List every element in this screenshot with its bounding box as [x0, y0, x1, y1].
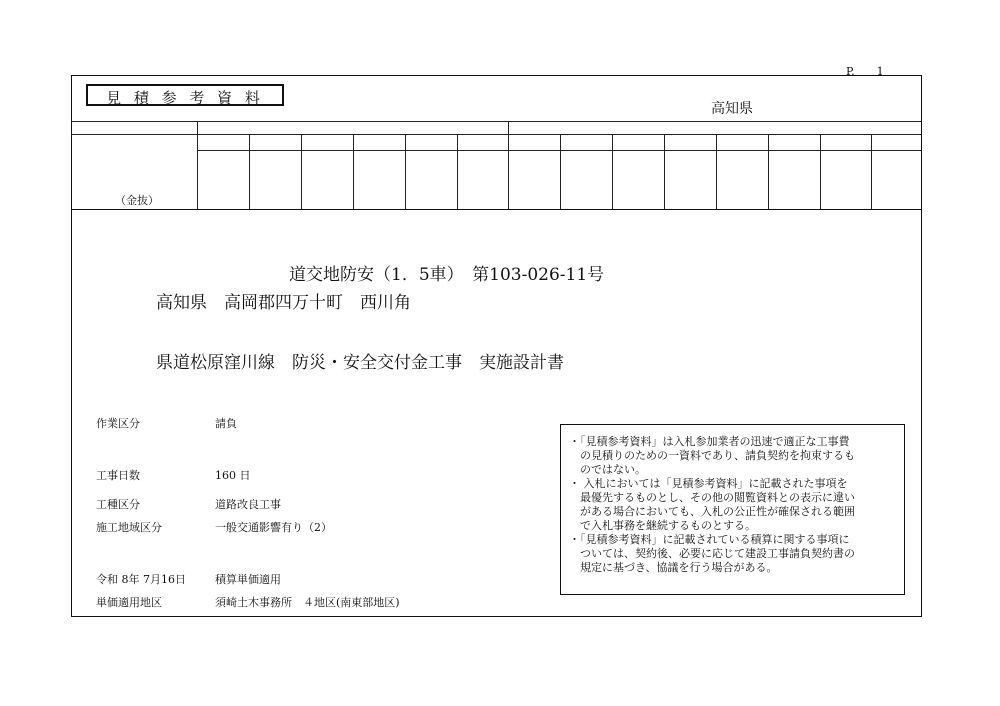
page-number: P. 1 [846, 65, 884, 78]
document-title: 見 積 参 考 資 料 [106, 89, 264, 107]
detail-value: 積算単価適用 [215, 573, 281, 586]
detail-value: 道路改良工事 [215, 498, 281, 511]
project-location: 高知県 高岡郡四万十町 西川角 [156, 293, 411, 313]
detail-label: 単価適用地区 [96, 596, 162, 609]
detail-label: 施工地域区分 [96, 521, 162, 534]
detail-value: 請負 [215, 417, 237, 430]
detail-value: 須崎土木事務所 ４地区(南東部地区) [215, 596, 400, 609]
note-line: ついては、契約後、必要に応じて建設工事請負契約書の [569, 547, 855, 560]
note-line: で入札事務を継続するものとする。 [569, 519, 756, 532]
note-line: の見積りのための一資料であり、請負契約を拘束するも [569, 449, 855, 462]
note-line: ・「見積参考資料」は入札参加業者の迅速で適正な工事費 [569, 435, 850, 448]
detail-label: 作業区分 [96, 417, 140, 430]
detail-label: 令和 8年 7月16日 [96, 573, 186, 586]
detail-label: 工事日数 [96, 469, 140, 482]
detail-label: 工種区分 [96, 498, 140, 511]
note-line: 最優先するものとし、その他の閲覧資料との表示に違い [569, 491, 855, 504]
note-line: がある場合においても、入札の公正性が確保される範囲 [569, 505, 855, 518]
note-line: ・ 入札においては「見積参考資料」に記載された事項を [569, 477, 848, 490]
amount-excluded-label: （金抜） [115, 194, 159, 207]
detail-value: 160 日 [215, 469, 251, 482]
project-code: 道交地防安（1．5車） 第103-026-11号 [289, 265, 605, 285]
detail-value: 一般交通影響有り（2） [215, 521, 332, 534]
prefecture-label: 高知県 [711, 101, 753, 117]
notes-box [560, 424, 905, 595]
title-box [86, 84, 284, 106]
note-line: のではない。 [569, 463, 646, 476]
note-line: ・「見積参考資料」に記載されている積算に関する事項に [569, 533, 850, 546]
note-line: 規定に基づき、協議を行う場合がある。 [569, 561, 778, 574]
project-name: 県道松原窪川線 防災・安全交付金工事 実施設計書 [156, 353, 564, 373]
